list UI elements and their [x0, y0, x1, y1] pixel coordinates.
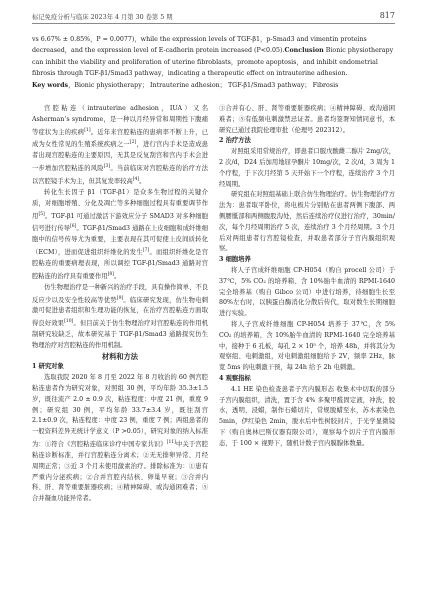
text: 。TGF-β1/Smad3 通路在上皮细胞和成纤维细胞中的信号传导尤为重要，主要表现在其可促使上皮间质转化（ECM），进而促进组织纤维化的发生	[32, 225, 209, 257]
citation: [10]	[64, 319, 74, 325]
abstract-line	[32, 45, 395, 56]
text: 。当前临床对宫腔粘连的治疗方法以宫腔镜手术为主，但其复发率较高	[32, 165, 209, 186]
text: 。TGF-β1 可通过激活下游效应分子 SMAD3 对多种细胞信号进行传导	[32, 212, 208, 233]
paragraph	[32, 104, 208, 188]
right-column	[219, 104, 395, 450]
keywords-text: ，Bionic physiotherapy； Intrauterine adhesion； TGF-β1/Smad3 pathway； Fibrosis	[68, 81, 339, 89]
text: 宫腔粘连（intrauterine adhesion，IUA）又名 Asherman’s syndrome，是一种以月经异常和周期性下腹痛等症状为主的疾病	[32, 105, 208, 136]
citation: [2]	[129, 140, 137, 146]
text: 选取我院 2020 年 8 月至 2022 年 8 月收治的 60 例宫腔粘连患者作为研究对象，对照组 30 例，平均年龄 35.3±1.5 岁，既往流产 2.0 ± 0.9 次，粘连程度：中度 21 例，重度 9 例；研究组 30 例，平均年龄 33.7±3.4 岁，既往刮宫 2.1±0.9 次，粘连程度：中度 23 例，重度 7 例；两组患者的一般资料差异无统计学意义（P >0.05），研究对象的纳入标准为：①符合《宫腔粘连临床诊疗中国专家共识》	[32, 374, 208, 449]
paragraph: 研究组在对照组基础上联合仿生物理治疗。仿生物理治疗方法为：患者取平卧位，将电极片分别贴在患者两侧下腹部、两侧腰骶部和两侧腹股沟处，然后连续治疗仪进行治疗，30min/次，每个月经周期治疗 5 次，连续治疗 3 个月经周期。3 个月后对两组患者行宫腔镜检查，并取患者部分子宫内膜组织观察。	[219, 191, 395, 253]
text: 仿生物理治疗是一种新兴的治疗手段，具有操作简单、不良反应少以及安全性较高等优势	[32, 283, 208, 304]
citation: [4]	[132, 177, 140, 183]
paragraph	[32, 188, 208, 283]
paragraph: 将人子宫成纤维细胞 CP-H054（购自 procell 公司）于 37℃，5% CO₂ 的培养箱、含 10%胎牛血清的 RPMI-1640 完全培养基（购自 Gibco 公司）中进行培养，待细胞生长至 80%左右时，以胰蛋白酶消化分散后传代，取对数生长期细胞进行实验。	[219, 266, 395, 318]
citation: [11]	[166, 440, 176, 446]
journal-info: 标记免疫分析与临床 2023年 4 月第 30 卷第 5 期	[32, 14, 173, 21]
keywords-label: Key words	[32, 81, 69, 89]
citation: [1]	[84, 127, 91, 133]
paragraph: 将人子宫成纤维细胞 CP-H054 培养于 37℃，含 5% CO₂ 的培养箱，含 10%胎牛血清的 RPMI-1640 完全培养基中，接种于 6 孔板，每孔 2 × 10⁵ 个，培养 48h，并将其分为观察组、电刺激组，对电刺激组细胞给予 2V，频率 2Hz，脉宽 5ms 的电刺激干预，每 24h 给予 2h 电刺激。	[219, 320, 395, 372]
citation: [5]	[38, 211, 45, 217]
header-divider	[32, 23, 395, 24]
paragraph: ③合并有心、肝、肾等重要脏器疾病；④精神障碍、或沟通困难者；⑤有低频电刺激禁忌证者。患者均签署知情同意书，本研究已通过我院伦理审批（伦理号 202312）。	[219, 105, 395, 134]
paragraph: 对照组采用常规治疗，即患者口服戊酸雌二醇片 2mg/次，2 次/d，D24 后加用地屈孕酮片 10mg/次，2 次/d，3 周为 1 个疗程，于下次月经第 5 天开始下一个疗程，连续治疗 3 个月经周期。	[219, 148, 395, 188]
subsection-heading: 4 观察指标	[219, 374, 251, 382]
page-number: 817	[379, 11, 395, 20]
citation: [9]	[116, 295, 124, 301]
text: 。临床研究发现，仿生物电刺激可促进患者组织和生理功能的恢复，在治疗宫腔粘连方面取得良好效果	[32, 296, 209, 328]
abstract-text: decreased，and the expression level of E-cadherin protein increased (P<0.05).	[32, 47, 285, 55]
keywords	[32, 80, 395, 91]
section-title: 材料和方法	[102, 351, 138, 361]
paragraph	[32, 283, 208, 352]
text: 转化生长因子 β1（TGF-β1）是众多生物过程的关键介质，对细胞增殖、分化及凋亡等多种细胞过程具有重要调节作用	[32, 188, 208, 220]
paragraph	[32, 373, 208, 505]
abstract-text: Bionic physiotherapy	[323, 47, 394, 55]
citation: [3]	[103, 164, 111, 170]
abstract-line: can inhibit the viability and proliferation of uterine fibroblasts，promote apoptosis，and inhibit endometrial	[32, 58, 378, 66]
subsection-heading: 3 细胞培养	[219, 256, 251, 264]
abstract-line: fibrosis through TGF-β1/Smad3 pathway，indicating a therapeutic effect on intrauterine adhesion.	[32, 70, 348, 78]
text: 。	[139, 178, 146, 186]
abstract-line: vs 6.67% ± 0.85%，P = 0.0077)，while the expression levels of TGF-β1，p-Smad3 and vimentin proteins	[32, 36, 367, 43]
paragraph: 4.1 HE 染色检查患者子宫内膜形态 收集术中切取的部分子宫内膜组织，清洗，置于含 4% 多聚甲醛固定液，冲洗，脱水，透明，浸蜡，制作石蜡切片，常规脱蜡至水，苏木素染色 5min，伊红染色 2min，脱水后中性树胶封片，于光学显微镜下（购自奥林巴斯仪器有限公司），观察每个切片子宫内膜形态，于 100 × 视野下，随机计数子宫内膜腺体数量。	[219, 385, 395, 447]
citation: [6]	[70, 224, 77, 230]
text: 。但目前关于仿生物理治疗对宫腔粘连的作用机制研究较缺乏，故本研究基于 TGF-β1/Smad3 通路探究仿生物理治疗对宫腔粘连的作用机制。	[32, 320, 209, 349]
text: 。近年来宫腔粘连的患病率不断上升，已成为女性常见的生殖系统疾病之一	[32, 128, 209, 149]
conclusion-label: Conclusion	[284, 47, 324, 55]
subsection-heading: 1 研究对象	[32, 363, 64, 371]
text: 。	[113, 272, 121, 280]
left-column	[32, 104, 208, 505]
text: ，进行宫内手术是造成患者出现宫腔粘连的主要原因，无其是反复刮宫和宫内手术会进一步增加宫腔粘连的风险	[32, 141, 209, 173]
english-abstract	[32, 34, 395, 91]
citation: [7]	[142, 248, 150, 254]
subsection-heading: 2 治疗方法	[219, 137, 251, 145]
text: 。而组织纤维化是宫腔粘连的重要病理表现，所以调控 TGF-β1/Smad3 通路对宫腔粘连的治疗具有重要作用	[32, 249, 209, 280]
citation: [8]	[107, 271, 114, 277]
text: 中关于宫腔粘连诊断标准，并行宫腔粘连分离术；②无无排卵异常、月经周期正常；③近 3 个月未使用激素治疗。排除标准为：①患有严重内分泌疾病；②合并宫腔内结核、卵巢早衰；③合并内科、肝、肾等重要脏器疾病；④精神障碍、或沟通困难者；⑤合并凝血功能异常者。	[32, 441, 209, 503]
